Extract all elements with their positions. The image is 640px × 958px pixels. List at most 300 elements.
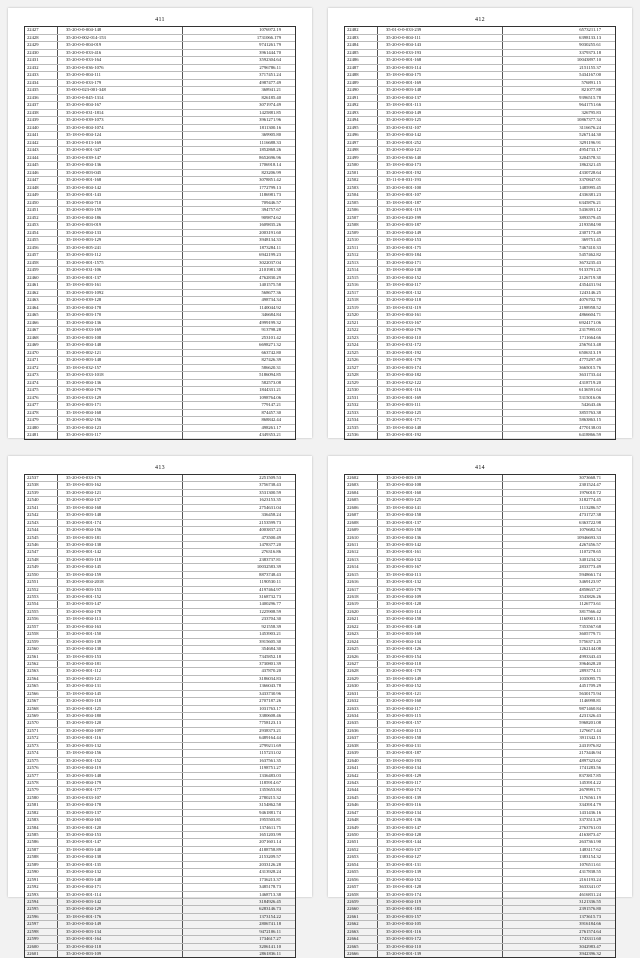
amount-cell: 473500.49	[261, 534, 281, 540]
parcel-id-cell: 35-20-0-0-004-118	[378, 297, 503, 304]
amount-cell: 1711664.66	[579, 334, 601, 340]
table-row	[345, 616, 615, 623]
table-row	[345, 475, 615, 482]
table-row	[345, 914, 615, 921]
parcel-id-cell: 35-20-0-0-003-139	[378, 475, 503, 481]
row-index-cell: 22624	[345, 639, 378, 645]
table-row	[345, 282, 615, 290]
parcel-id-cell: 35-20-0-0-004-119	[58, 765, 183, 771]
parcel-id-cell: 35-20-0-0-001-169	[378, 395, 503, 402]
row-index-cell: 22561	[25, 654, 58, 660]
table-row	[25, 832, 295, 839]
row-index-cell: 22554	[25, 601, 58, 607]
row-index-cell: 22511	[345, 245, 378, 252]
row-index-cell: 22612	[345, 549, 378, 555]
parcel-id-cell: 35-20-0-0-004-136	[58, 380, 183, 387]
parcel-id-cell: 35-18-0-0-004-141	[378, 505, 503, 511]
row-index-cell: 22463	[25, 297, 58, 304]
table-row	[25, 847, 295, 854]
table-row	[345, 780, 615, 787]
amount-cell: 2161193.24	[579, 876, 601, 882]
row-index-cell: 22655	[345, 869, 378, 875]
amount-cell: 9472106.11	[259, 928, 281, 934]
parcel-id-cell: 35-20-0-0-001-170	[378, 668, 503, 674]
amount-cell: 1116688.33	[259, 139, 281, 145]
parcel-id-cell: 35-20-0-0-003-117	[378, 780, 503, 786]
row-index-cell: 22445	[25, 162, 58, 169]
table-row	[25, 929, 295, 936]
table-row	[345, 854, 615, 861]
amount-cell: 3893579.45	[579, 214, 601, 220]
amount-cell: 1355653.84	[259, 787, 281, 793]
table-row	[345, 132, 615, 140]
row-index-cell: 22537	[25, 475, 58, 481]
parcel-id-cell: 35-18-0-0-001-176	[58, 914, 183, 920]
amount-cell: 6506313.19	[579, 349, 601, 355]
parcel-id-cell: 35-20-0-0-031-106	[58, 267, 183, 274]
parcel-id-cell: 35-18-0-0-001-128	[378, 884, 503, 890]
parcel-id-cell: 35-20-0-0-001-164	[58, 936, 183, 942]
data-table	[344, 26, 616, 440]
table-row	[25, 290, 295, 298]
row-index-cell: 22605	[345, 497, 378, 503]
parcel-id-cell: 35-20-0-0-004-171	[378, 260, 503, 267]
row-index-cell: 22594	[25, 899, 58, 905]
row-index-cell: 22564	[25, 676, 58, 682]
amount-cell: 1076972.19	[259, 27, 281, 32]
table-row	[345, 542, 615, 549]
amount-cell: 4762830.29	[259, 274, 281, 280]
table-row	[345, 365, 615, 373]
table-row	[25, 743, 295, 750]
row-index-cell: 22589	[25, 862, 58, 868]
amount-cell: 3206141.10	[259, 943, 281, 949]
table-row	[345, 95, 615, 103]
parcel-id-cell: 35-20-0-0-001-192	[378, 432, 503, 439]
table-row	[345, 350, 615, 358]
row-index-cell: 22602	[345, 475, 378, 481]
amount-cell: 5315016.06	[579, 394, 601, 400]
parcel-id-cell: 35-20-0-0-004-182	[378, 372, 503, 379]
amount-cell: 9741261.79	[259, 42, 281, 47]
amount-cell: 1623153.35	[259, 497, 281, 503]
parcel-id-cell: 35-20-0-0-004-149	[378, 110, 503, 117]
table-row	[25, 512, 295, 519]
parcel-id-cell: 35-20-0-0-003-111	[378, 402, 503, 409]
amount-cell: 2707187.26	[259, 698, 281, 704]
amount-cell: 663742.80	[261, 349, 281, 355]
amount-cell: 346684.84	[261, 312, 281, 317]
table-row	[345, 200, 615, 208]
parcel-id-cell: 35-20-0-0-033-176	[58, 475, 183, 481]
row-index-cell: 22559	[25, 639, 58, 645]
table-row	[345, 297, 615, 305]
parcel-id-cell: 35-20-0-0-004-149	[58, 921, 183, 927]
row-index-cell: 22447	[25, 177, 58, 184]
row-index-cell: 22539	[25, 490, 58, 496]
row-index-cell: 22534	[345, 417, 378, 424]
row-index-cell: 22596	[25, 914, 58, 920]
row-index-cell: 22469	[25, 342, 58, 349]
amount-cell: 3370847.01	[579, 177, 601, 182]
parcel-id-cell: 35-20-0-0-004-109	[378, 594, 503, 600]
row-index-cell: 22484	[345, 42, 378, 49]
table-row	[25, 252, 295, 260]
row-index-cell: 22638	[345, 743, 378, 749]
amount-cell: 4775297.49	[579, 357, 601, 362]
row-index-cell: 22591	[25, 877, 58, 883]
amount-cell: 1373154.22	[259, 913, 281, 919]
parcel-id-cell: 35-20-0-0-004-2018	[58, 579, 183, 585]
table-row	[345, 750, 615, 757]
row-index-cell: 22527	[345, 365, 378, 372]
table-row	[345, 527, 615, 534]
table-row	[25, 758, 295, 765]
table-row	[25, 297, 295, 305]
row-index-cell: 22476	[25, 395, 58, 402]
amount-cell: 2126719.38	[579, 274, 601, 280]
row-index-cell: 22429	[25, 42, 58, 49]
row-index-cell: 22666	[345, 951, 378, 957]
parcel-id-cell: 35-20-0-0-001-120	[58, 825, 183, 831]
amount-cell: 2383737.81	[259, 556, 281, 562]
row-index-cell: 22588	[25, 854, 58, 860]
parcel-id-cell: 35-20-0-0-003-174	[378, 365, 503, 372]
table-row	[25, 921, 295, 928]
row-index-cell: 22566	[25, 691, 58, 697]
amount-cell: 7353567.68	[579, 623, 601, 629]
amount-cell: 1873284.11	[259, 244, 281, 250]
table-row	[25, 87, 295, 95]
amount-cell: 3184926.45	[259, 898, 281, 904]
row-index-cell: 22619	[345, 601, 378, 607]
amount-cell: 2151155.37	[579, 64, 601, 70]
table-row	[345, 110, 615, 118]
row-index-cell: 22653	[345, 854, 378, 860]
amount-cell: 1035095.75	[579, 675, 601, 681]
parcel-id-cell: 35-18-0-0-004-113	[58, 616, 183, 622]
row-index-cell: 22595	[25, 906, 58, 912]
table-row	[345, 698, 615, 705]
amount-cell: 3022037.04	[259, 259, 281, 265]
row-index-cell: 22538	[25, 482, 58, 488]
amount-cell: 4188758.89	[259, 846, 281, 852]
table-row	[25, 713, 295, 720]
row-index-cell: 22482	[345, 27, 378, 34]
row-index-cell: 22459	[25, 267, 58, 274]
amount-cell: 5186094.85	[259, 372, 281, 377]
table-row	[25, 899, 295, 906]
row-index-cell: 22540	[25, 497, 58, 503]
row-index-cell: 22523	[345, 335, 378, 342]
row-index-cell: 22610	[345, 535, 378, 541]
table-row	[345, 215, 615, 223]
amount-cell: 826185.40	[261, 94, 281, 100]
parcel-id-cell: 35-20-0-0-031-107	[378, 125, 503, 132]
amount-cell: 1262144.08	[579, 646, 601, 652]
amount-cell: 2938373.21	[259, 727, 281, 733]
table-row	[25, 432, 295, 439]
table-row	[345, 884, 615, 891]
row-index-cell: 22570	[25, 720, 58, 726]
row-index-cell: 22632	[345, 698, 378, 704]
table-row	[345, 929, 615, 936]
parcel-id-cell: 35-20-0-0-001-139	[378, 951, 503, 957]
row-index-cell: 22474	[25, 380, 58, 387]
amount-cell: 10867377.34	[576, 117, 601, 122]
row-index-cell: 22505	[345, 200, 378, 207]
parcel-id-cell: 35-20-0-0-003-142	[378, 542, 503, 548]
row-index-cell: 22634	[345, 713, 378, 719]
amount-cell: 369751.45	[581, 237, 601, 242]
amount-cell: 2833773.49	[579, 564, 601, 570]
parcel-id-cell: 35-20-0-0-001-119	[378, 207, 503, 214]
amount-cell: 1383154.32	[579, 854, 601, 860]
amount-cell: 2307173.49	[579, 229, 601, 235]
amount-cell: 6418866.59	[579, 432, 601, 437]
amount-cell: 2754631.04	[259, 504, 281, 510]
table-row	[345, 117, 615, 125]
amount-cell: 1483117.62	[579, 846, 601, 852]
row-index-cell: 22662	[345, 921, 378, 927]
row-index-cell: 22503	[345, 185, 378, 192]
parcel-id-cell: 35-20-0-0-004-178	[58, 305, 183, 312]
parcel-id-cell: 35-20-0-0-001-150	[58, 631, 183, 637]
parcel-id-cell: 35-20-0-0-001-132	[378, 579, 503, 585]
row-index-cell: 22497	[345, 140, 378, 147]
row-index-cell: 22519	[345, 305, 378, 312]
parcel-id-cell: 35-20-0-0-004-179	[378, 327, 503, 334]
amount-cell: 1190530.11	[259, 579, 281, 585]
table-row	[345, 87, 615, 95]
amount-cell: 5756371.25	[579, 638, 601, 644]
row-index-cell: 22615	[345, 572, 378, 578]
amount-cell: 3433730.96	[259, 690, 281, 696]
row-index-cell: 22607	[345, 512, 378, 518]
parcel-id-cell: 35-20-0-0-004-125	[378, 410, 503, 417]
row-index-cell: 22652	[345, 847, 378, 853]
row-index-cell: 22565	[25, 683, 58, 689]
table-row	[345, 601, 615, 608]
table-row	[25, 222, 295, 230]
table-row	[25, 132, 295, 140]
amount-cell: 3717451.24	[259, 72, 281, 77]
amount-cell: 3915605.30	[259, 638, 281, 644]
row-index-cell: 22528	[345, 372, 378, 379]
parcel-id-cell: 35-20-0-0-001-1575	[58, 260, 183, 267]
table-row	[25, 147, 295, 155]
row-index-cell: 22643	[345, 780, 378, 786]
amount-cell: 1076682.54	[579, 527, 601, 533]
amount-cell: 5863863.15	[579, 417, 601, 422]
row-index-cell: 22579	[25, 787, 58, 793]
row-index-cell: 22509	[345, 230, 378, 237]
parcel-id-cell: 35-18-0-0-004-117	[378, 282, 503, 289]
amount-cell: 3485178.73	[259, 884, 281, 890]
amount-cell: 2761574.64	[579, 928, 601, 934]
document-page-414	[328, 456, 632, 956]
row-index-cell: 22642	[345, 773, 378, 779]
table-row	[345, 327, 615, 335]
parcel-id-cell: 35-20-0-0-004-137	[378, 95, 503, 102]
row-index-cell: 22553	[25, 594, 58, 600]
parcel-id-cell: 35-20-0-0-004-111	[378, 35, 503, 42]
amount-cell: 1772799.13	[259, 184, 281, 190]
row-index-cell: 22627	[345, 661, 378, 667]
parcel-id-cell: 35-01-0-0-033-239	[378, 27, 503, 34]
parcel-id-cell: 35-20-0-0-004-179	[58, 387, 183, 394]
parcel-id-cell: 35-20-0-0-004-186	[58, 215, 183, 222]
amount-cell: 2198958.52	[579, 304, 601, 310]
parcel-id-cell: 35-20-0-0-031-1814	[58, 110, 183, 117]
parcel-id-cell: 35-20-0-0-003-158	[378, 527, 503, 533]
table-row	[345, 410, 615, 418]
amount-cell: 1107278.65	[579, 549, 601, 555]
parcel-id-cell: 35-20-0-0-001-137	[378, 520, 503, 526]
row-index-cell: 22486	[345, 57, 378, 64]
table-row	[25, 884, 295, 891]
parcel-id-cell: 35-20-0-0-003-187	[378, 222, 503, 229]
row-index-cell: 22536	[345, 432, 378, 439]
parcel-id-cell: 35-20-0-0-001-100	[378, 185, 503, 192]
amount-cell: 1243146.25	[579, 289, 601, 295]
table-row	[25, 387, 295, 395]
table-row	[345, 906, 615, 913]
amount-cell: 9461881.74	[259, 809, 281, 815]
amount-cell: 4318719.20	[579, 379, 601, 385]
amount-cell: 913798.28	[261, 327, 281, 332]
parcel-id-cell: 35-20-0-0-004-142	[378, 132, 503, 139]
table-row	[25, 735, 295, 742]
parcel-id-cell: 35-20-0-0-004-134	[378, 639, 503, 645]
table-row	[25, 237, 295, 245]
row-index-cell: 22630	[345, 683, 378, 689]
table-row	[25, 951, 295, 957]
row-index-cell: 22514	[345, 267, 378, 274]
row-index-cell: 22628	[345, 668, 378, 674]
amount-cell: 326795.83	[581, 109, 601, 115]
amount-cell: 394757.67	[261, 207, 281, 212]
row-index-cell: 22513	[345, 260, 378, 267]
row-index-cell: 22600	[25, 944, 58, 950]
parcel-id-cell: 35-20-0-0-003-142	[58, 899, 183, 905]
table-row	[345, 631, 615, 638]
row-index-cell: 22516	[345, 282, 378, 289]
table-row	[25, 140, 295, 148]
amount-cell: 874457.30	[261, 409, 281, 415]
row-index-cell: 22647	[345, 810, 378, 816]
amount-cell: 1373615.73	[579, 913, 601, 919]
amount-cell: 437870.20	[261, 668, 281, 674]
table-row	[25, 275, 295, 283]
amount-cell: 1453914.22	[579, 779, 601, 785]
row-index-cell: 22532	[345, 402, 378, 409]
table-row	[345, 892, 615, 899]
amount-cell: 498261.17	[261, 424, 281, 430]
table-row	[25, 616, 295, 623]
table-row	[25, 780, 295, 787]
row-index-cell: 22664	[345, 936, 378, 942]
parcel-id-cell: 35-20-0-0-031-172	[378, 342, 503, 349]
parcel-id-cell: 35-20-0-0-004-137	[58, 497, 183, 503]
amount-cell: 7758123.13	[259, 720, 281, 726]
amount-cell: 1637561.35	[259, 757, 281, 763]
parcel-id-cell: 35-20-0-0-004-133	[58, 230, 183, 237]
table-row	[25, 80, 295, 88]
parcel-id-cell: 35-20-0-0-004-1074	[58, 125, 183, 132]
parcel-id-cell: 35-20-0-0-001-128	[378, 601, 503, 607]
table-row	[25, 57, 295, 65]
row-index-cell: 22663	[345, 929, 378, 935]
amount-cell: 4267456.57	[579, 541, 601, 547]
amount-cell: 276316.86	[261, 549, 281, 555]
row-index-cell: 22435	[25, 87, 58, 94]
row-index-cell: 22446	[25, 170, 58, 177]
table-row	[25, 27, 295, 35]
parcel-id-cell: 35-20-0-0-003-148	[58, 877, 183, 883]
parcel-id-cell: 35-18-0-0-003-129	[58, 237, 183, 244]
amount-cell: 3401234.32	[579, 556, 601, 562]
parcel-id-cell: 35-18-0-0-003-181	[58, 535, 183, 541]
parcel-id-cell: 35-20-0-0-003-118	[58, 557, 183, 563]
row-index-cell: 22646	[345, 802, 378, 808]
table-row	[25, 267, 295, 275]
table-row	[345, 787, 615, 794]
parcel-id-cell: 35-20-0-0-003-160	[378, 698, 503, 704]
parcel-id-cell: 35-20-0-0-001-183	[378, 906, 503, 912]
row-index-cell: 22443	[25, 147, 58, 154]
amount-cell: 1468713.38	[259, 891, 281, 897]
amount-cell: 5968201.08	[579, 720, 601, 726]
parcel-id-cell: 35-20-0-0-003-158	[378, 735, 503, 741]
amount-cell: 2071601.14	[259, 839, 281, 845]
table-row	[25, 260, 295, 268]
row-index-cell: 22478	[25, 410, 58, 417]
table-row	[345, 230, 615, 238]
amount-cell: 2567613.48	[579, 342, 601, 347]
row-index-cell: 22467	[25, 327, 58, 334]
parcel-id-cell: 35-18-0-0-031-119	[378, 305, 503, 312]
amount-cell: 4313928.24	[259, 869, 281, 875]
parcel-id-cell: 35-20-0-0-001-168	[378, 57, 503, 64]
table-row	[25, 155, 295, 163]
data-table	[344, 474, 616, 958]
parcel-id-cell: 35-20-0-0-003-125	[378, 497, 503, 503]
parcel-id-cell: 35-20-0-0-003-172	[378, 936, 503, 942]
amount-cell: 3633341.07	[579, 884, 601, 890]
table-row	[345, 765, 615, 772]
table-row	[345, 72, 615, 80]
parcel-id-cell: 35-20-0-0-004-1097	[58, 728, 183, 734]
table-row	[25, 357, 295, 365]
parcel-id-cell: 35-20-0-0-003-139	[378, 869, 503, 875]
amount-cell: 9871460.84	[579, 705, 601, 711]
parcel-id-cell: 35-20-0-0-004-132	[58, 869, 183, 875]
parcel-id-cell: 35-20-0-0-003-109	[58, 951, 183, 957]
table-row	[25, 549, 295, 556]
table-row	[25, 520, 295, 527]
amount-cell: 6942199.23	[259, 252, 281, 257]
amount-cell: 1157231.02	[259, 750, 281, 756]
parcel-id-cell: 35-18-0-0-003-162	[58, 482, 183, 488]
amount-cell: 2003191.60	[259, 229, 281, 235]
table-row	[345, 395, 615, 403]
parcel-id-cell: 35-20-0-0-001-160	[378, 490, 503, 496]
page-number: 412	[475, 17, 485, 23]
amount-cell: 4954733.17	[579, 147, 601, 152]
parcel-id-cell: 35-20-0-0-003-1092	[58, 290, 183, 297]
parcel-id-cell: 35-20-0-0-033-107	[58, 795, 183, 801]
